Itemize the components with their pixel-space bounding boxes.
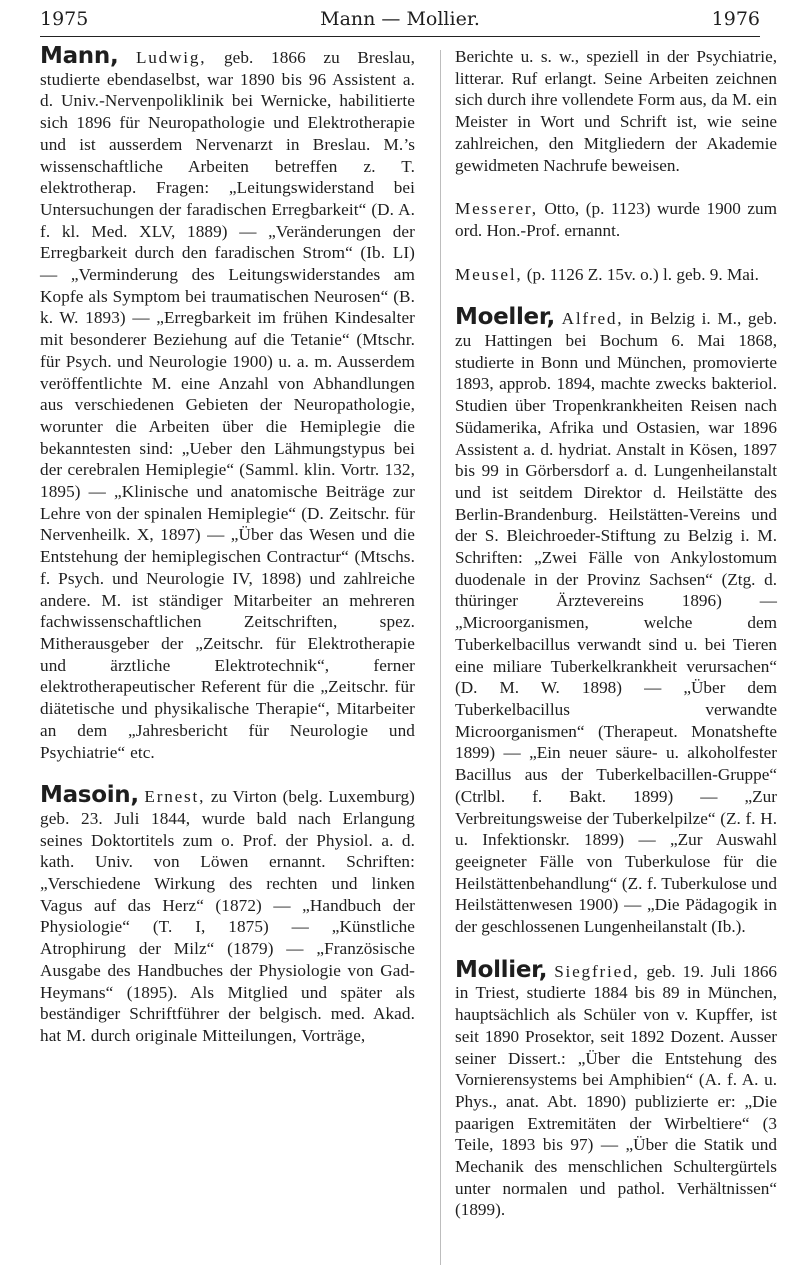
entry-text: zu Virton (belg. Luxemburg) geb. 23. Juli 1844, wurde bald nach Erlangung seines Doktortitels zum o. Prof. der Physiol. a. d. kath. Univ. von Löwen ernannt. Schriften: „Verschiedene Wirkung des rechten und linken Vagus auf das Herz“ (1872) — „Handbuch der Physiologie“ (T. I, 1875) — „Künstliche Atrophirung der Milz“ (1879) — „Französische Ausgabe des Handbuches der Physiologie von Gad-Heymans“ (1895). Als Mitglied und später als beständiger Schriftführer der belgisch. med. Akad. hat M. durch originale Mitteilungen, Vorträge,: [40, 787, 415, 1045]
page-number-right: 1976: [711, 8, 760, 30]
entry-headword: Mollier,: [455, 956, 548, 983]
entry-headword: Mann,: [40, 43, 119, 69]
entry-messerer: [455, 198, 777, 241]
entry-text: geb. 19. Juli 1866 in Triest, studierte 1884 bis 89 in München, hauptsächlich als Schüler von v. Kupffer, ist seit 1890 Prosektor, seit 1892 Dozent. Ausser seiner Dissert.: „Über die Entstehung des Vornierensystems bei Amphibien“ (A. f. A. u. Phys., anat. Abt. 1890) publizierte er: „Die paarigen Extremitäten der Wirbeltiere“ (3 Teile, 1893 bis 97) — „Über die Statik und Mechanik des menschlichen Schultergürtels unter normalen und pathol. Verhältnissen“ (1899).: [455, 961, 778, 1220]
entry-text: (p. 1126 Z. 15v. o.) l. geb. 9. Mai.: [526, 264, 759, 284]
entry-headword: Masoin,: [40, 782, 139, 809]
entry-moeller: [455, 304, 778, 937]
right-column: [455, 46, 777, 1221]
entry-masoin-continued: [455, 46, 777, 176]
entry-text: geb. 1866 zu Breslau, studierte ebendaselbst, war 1890 bis 96 Assistent a. d. Univ.-Nervenpoliklinik bei Wernicke, habilitierte sich 1896 für Neuropathologie und Elektrotherapie und ist ausserdem Nervenarzt in Breslau. M.’s wissenschaftliche Arbeiten betreffen z. T. elektrotherap. Fragen: „Leitungswiderstand bei Untersuchungen der faradischen Erregbarkeit“ (D. A. f. kl. Med. XLV, 1889) — „Veränderungen der Erregbarkeit durch den faradischen Strom“ (Ib. LI) — „Verminderung des Leitungswiderstandes am Kopfe als Symptom bei traumatischen Neurosen“ (B. k. W. 1893) — „Erregbarkeit im frühen Kindesalter mit besonderer Beziehung auf die Tetanie“ (Mtschr. für Psych. und Neurologie 1900) u. a. m. Ausserdem veröffentlichte M. eine Anzahl von Abhandlungen aus verschiedenen Gebieten der Neuropathologie, worunter die Arbeiten über die Hemiplegie die bekanntesten sind: „Ueber den Lähmungstypus bei der cerebralen Hemiplegie“ (Samml. klin. Vortr. 132, 1895) — „Klinische und anatomische Beiträge zur Lehre von der spinalen Hemiplegie“ (D. Zeitschr. für Nervenheilk. X, 1897) — „Über das Wesen und die Entstehung der hemiplegischen Contractur“ (Mtschs. f. Psych. und Neurologie IV, 1898) und zahlreiche andere. M. ist ständiger Mitarbeiter an mehreren fachwissenschaftlichen Zeitschriften, spez. Mitherausgeber der „Zeitschr. für Elektrotherapie und ärztliche Elektrotechnik“, ferner elektrotherapeutischer Referent für die „Zeitschr. für diätetische und physikalische Therapie“, Mitarbeiter an dem „Jahresbericht für Neurologie und Psychiatrie“ etc.: [40, 48, 415, 762]
entry-given-name: Ernest,: [144, 787, 206, 807]
column-divider: [440, 50, 441, 1265]
entry-given-name: Siegfried,: [554, 961, 640, 981]
entry-mann: [40, 43, 415, 763]
page-number-left: 1975: [40, 8, 89, 30]
entry-text: in Belzig i. M., geb. zu Hattingen bei Bochum 6. Mai 1868, studierte in Bonn und München, promovierte 1893, approb. 1894, machte zwecks bakteriol. Studien über Tropenkrankheiten Reisen nach Südamerika, Afrika und Ostasien, war 1896 Assistent a. d. hydriat. Anstalt in Kösen, 1897 bis 99 in Görbersdorf a. d. Lungenheilanstalt und ist seitdem Direktor d. Heilstätte des Berlin-Brandenburg. Heilstätten-Vereins und der S. Bleichroeder-Stiftung zu Belzig i. M. Schriften: „Zwei Fälle von Ankylostomum duodenale in der Provinz Sachsen“ (Ztg. d. thüringer Ärztevereins 1896) — „Microorganismen, welche dem Tuberkelbacillus verwandt sind u. bei Tieren eine miliare Tuberkelkrankheit verursachen“ (D. M. W. 1898) — „Über dem Tuberkelbacillus verwandte Microorganismen“ (Therapeut. Monatshefte 1899) — „Ein neuer säure- u. alkoholfester Bacillus aus der Tuberkelbacillen-Gruppe“ (Ctrlbl. f. Bakt. 1899) — „Zur Verbreitungsweise der Tuberkelpilze“ (Z. f. H. u. Infektionskr. 1899) — „Zur Auswahl geeigneter Fälle von Tuberkulose für die Heilstättenbehandlung“ (Z. f. Tuberkulose und Heilstättenwesen 1900) — „Die Pädagogik in der geschlossenen Lungenheilanstalt (Ib.).: [455, 309, 778, 937]
entry-text: Berichte u. s. w., speziell in der Psychiatrie, litterar. Ruf erlangt. Seine Arbeiten zeichnen sich durch ihre vollendete Form aus, da M. ein Meister in Wort und Schrift ist, wie seine zahlreichen, den Mitgliedern der Akademie gewidmeten Nachrufe beweisen.: [455, 47, 777, 175]
entry-name: Meusel,: [455, 264, 523, 284]
header-rule: [40, 36, 760, 37]
entry-mollier: [455, 956, 778, 1221]
running-title: Mann — Mollier.: [320, 8, 480, 30]
entry-given-name: Alfred,: [561, 309, 624, 329]
entry-given-name: Ludwig,: [135, 48, 207, 67]
entry-headword: Moeller,: [455, 304, 555, 331]
entry-name: Messerer,: [455, 199, 538, 219]
entry-meusel: [455, 264, 777, 286]
left-column: [40, 43, 415, 1047]
entry-text: Otto, (p. 1123) wurde 1900 zum ord. Hon.-Prof. ernannt.: [455, 199, 777, 240]
entry-masoin: [40, 782, 415, 1046]
